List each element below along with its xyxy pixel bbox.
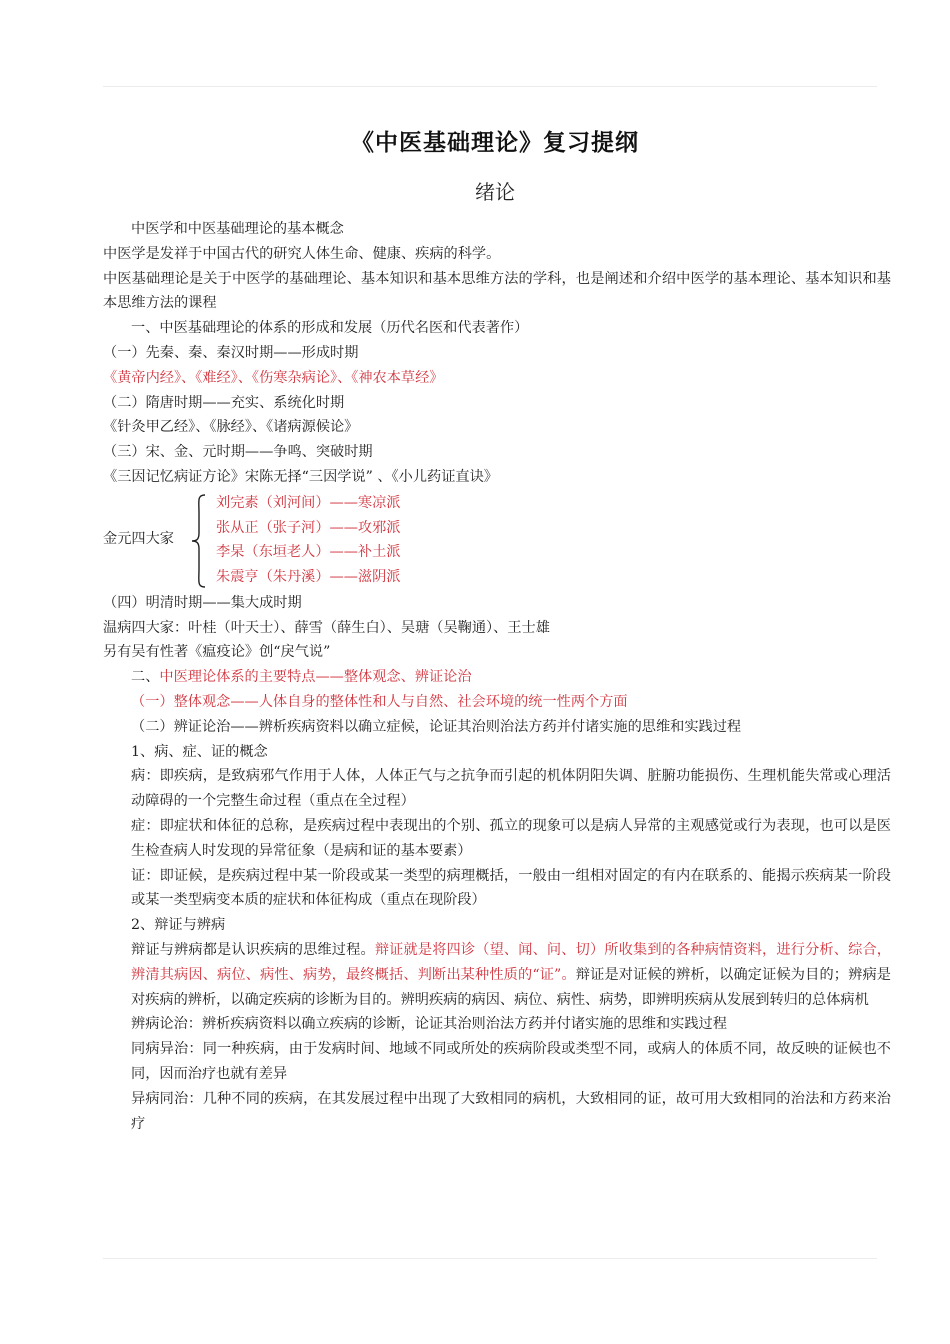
period-4-line-2: 另有吴有性著《瘟疫论》创“戾气说” <box>103 644 331 661</box>
four-schools-block <box>103 491 891 590</box>
intro-line-2: 中医基础理论是关于中医学的基础理论、基本知识和基本思维方法的学科，也是阐述和介绍中医学的基本理论、基本知识和基本思维方法的课程 <box>103 270 891 312</box>
definition-bing: 病：即疾病，是致病邪气作用于人体，人体正气与之抗争而引起的机体阴阳失调、脏腑功能损伤、生理机能失常或心理活动障碍的一个完整生命过程（重点在全过程） <box>131 768 891 810</box>
bianbing-paragraph: 辨病论治：辨析疾病资料以确立疾病的诊断，论证其治则治法方药并付诸实施的思维和实践过程 <box>131 1016 727 1033</box>
page-title: 《中医基础理论》复习提纲 <box>351 130 639 156</box>
school-item: 朱震亨（朱丹溪）——滋阴派 <box>216 569 401 586</box>
page-top-rule <box>103 86 877 87</box>
bianzheng-paragraph <box>103 938 891 1012</box>
period-3: （三）宋、金、元时期——争鸣、突破时期 <box>103 444 373 461</box>
school-item: 李杲（东垣老人）——补土派 <box>216 544 401 561</box>
section2-sub1-text: 整体观念——人体自身的整体性和人与自然、社会环境的统一性两个方面 <box>173 693 628 710</box>
period-2-works: 《针灸甲乙经》、《脉经》、《诸病源候论》 <box>103 419 359 436</box>
item-1-heading: 1、病、症、证的概念 <box>131 743 268 760</box>
section2-heading <box>103 665 891 690</box>
bianzheng-rest: 辩证是对证候的辨析，以确定证候为目的；辨病是对疾病的辨析，以确定疾病的诊断为目的。辨明疾病的病因、病位、病性、病势，即辨明疾病从发展到转归的总体病机 <box>131 966 891 1008</box>
four-schools-list <box>216 491 400 590</box>
period-2: （二）隋唐时期——充实、系统化时期 <box>103 394 345 411</box>
period-3-works: 《三因记忆病证方论》宋陈无择“三因学说” 、《小儿药证直诀》 <box>103 468 498 485</box>
section2-heading-prefix: 二、 <box>131 669 160 686</box>
page-bottom-rule <box>103 1258 877 1259</box>
section2-sub1 <box>103 690 891 715</box>
definition-syndrome: 证：即证候，是疾病过程中某一阶段或某一类型的病理概括，一般由一组相对固定的有内在联系的、能揭示疾病某一阶段或某一类型病变本质的症状和体征构成（重点在现阶段） <box>131 867 891 909</box>
section2-sub2: （二）辨证论治——辨析疾病资料以确立症候，论证其治则治法方药并付诸实施的思维和实践过程 <box>131 718 742 735</box>
period-4: （四）明清时期——集大成时期 <box>103 594 302 611</box>
bianzheng-intro: 辩证与辨病都是认识疾病的思维过程。 <box>131 941 375 958</box>
definition-symptom: 症：即症状和体征的总称，是疾病过程中表现出的个别、孤立的现象可以是病人异常的主观感觉或行为表现，也可以是医生检查病人时发现的异常征象（是病和证的基本要素） <box>131 817 891 859</box>
intro-heading: 中医学和中医基础理论的基本概念 <box>131 221 344 237</box>
curly-brace-icon <box>189 493 209 589</box>
bianzheng-highlight: 辩证就是将四诊（望、闻、问、切）所收集到的各种病情资料，进行分析、综合，辨清其病因、病位、病性、病势，最终概括、判断出某种性质的“证”。 <box>131 941 891 983</box>
yibing-paragraph: 异病同治：几种不同的疾病，在其发展过程中出现了大致相同的病机，大致相同的证，故可用大致相同的治法和方药来治疗 <box>131 1090 891 1132</box>
section1-heading: 一、中医基础理论的体系的形成和发展（历代名医和代表著作） <box>131 320 529 337</box>
section2-sub1-prefix: （一） <box>131 693 174 710</box>
school-item: 刘完素（刘河间）——寒凉派 <box>216 494 401 511</box>
school-item: 张从正（张子河）——攻邪派 <box>216 519 401 536</box>
document-body <box>103 217 891 1136</box>
period-1-works: 《黄帝内经》、《难经》、《伤寒杂病论》、《神农本草经》 <box>103 369 444 386</box>
intro-line-1: 中医学是发祥于中国古代的研究人体生命、健康、疾病的科学。 <box>103 245 501 262</box>
section2-heading-text: 中医理论体系的主要特点——整体观念、辨证论治 <box>159 669 472 686</box>
period-4-line-1: 温病四大家：叶桂（叶天士）、薛雪（薛生白）、吴瑭（吴鞠通）、王士雄 <box>103 619 550 636</box>
period-1: （一）先秦、秦、秦汉时期——形成时期 <box>103 344 359 361</box>
four-schools-label: 金元四大家 <box>103 530 174 547</box>
page-subtitle: 绪论 <box>475 180 515 204</box>
item-2-heading: 2、辩证与辨病 <box>131 917 226 934</box>
tongbing-paragraph: 同病异治：同一种疾病，由于发病时间、地域不同或所处的疾病阶段或类型不同，或病人的体质不同，故反映的证候也不同，因而治疗也就有差异 <box>131 1041 891 1082</box>
